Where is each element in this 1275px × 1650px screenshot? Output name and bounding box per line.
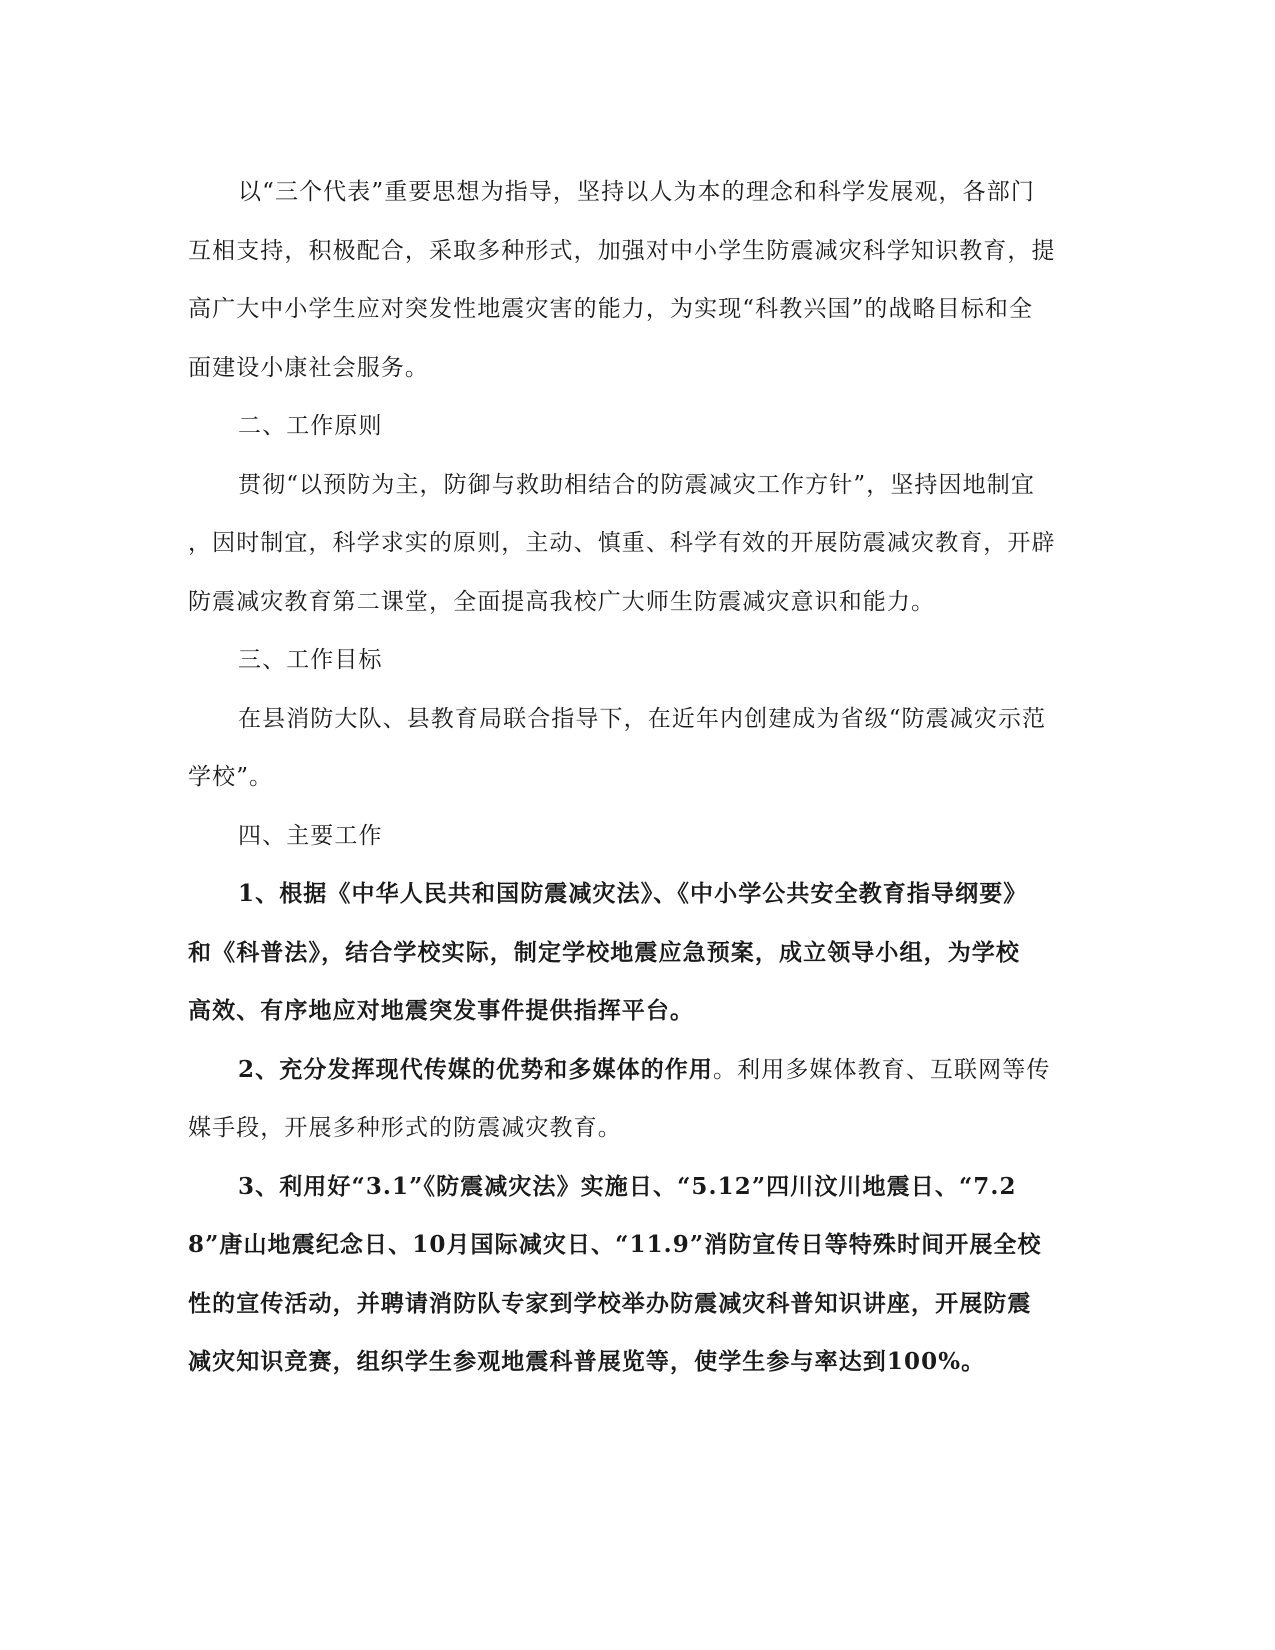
work-item-3-line-3: 性的宣传活动，并聘请消防队专家到学校举办防震减灾科普知识讲座，开展防震	[188, 1289, 1032, 1317]
paragraph-guiding-line-2: 互相支持，积极配合，采取多种形式，加强对中小学生防震减灾科学知识教育，提	[188, 237, 1056, 264]
work-item-2-line-1	[188, 1041, 1088, 1100]
paragraph-principles-line-2: ，因时制宜，科学求实的原则，主动、慎重、科学有效的开展防震减灾教育，开辟	[188, 530, 1056, 556]
paragraph-goals-line-1: 在县消防大队、县教育局联合指导下，在近年内创建成为省级“防震减灾示范	[238, 705, 1047, 732]
work-item-2-lead: 2、充分发挥现代传媒的优势和多媒体的作用	[238, 1055, 714, 1083]
paragraph-guiding-line-3: 高广大中小学生应对突发性地震灾害的能力，为实现“科教兴国”的战略目标和全	[188, 296, 1034, 322]
work-item-3-line-4: 减灾知识竞赛，组织学生参观地震科普展览等，使学生参与率达到100%。	[188, 1348, 986, 1375]
section-heading-main-work: 四、主要工作	[238, 822, 383, 849]
work-item-1-line-3: 高效、有序地应对地震突发事件提供指挥平台。	[188, 997, 695, 1024]
document-page	[188, 163, 1088, 1392]
work-item-2-line-2: 媒手段，开展多种形式的防震减灾教育。	[188, 1115, 622, 1141]
paragraph-guiding-line-4: 面建设小康社会服务。	[188, 354, 429, 381]
work-item-1-line-1: 1、根据《中华人民共和国防震减灾法》、《中小学公共安全教育指导纲要》	[238, 880, 1028, 907]
work-item-3-line-1: 3、利用好“3.1”《防震减灾法》实施日、“5.12”四川汶川地震日、“7.2	[238, 1172, 1017, 1200]
section-heading-goals: 三、工作目标	[238, 647, 383, 673]
work-item-3-line-2: 8”唐山地震纪念日、10月国际减灾日、“11.9”消防宣传日等特殊时间开展全校	[188, 1231, 1042, 1258]
paragraph-goals-line-2: 学校”。	[188, 764, 274, 790]
paragraph-principles-line-1: 贯彻“以预防为主，防御与救助相结合的防震减灾工作方针”，坚持因地制宜	[238, 471, 1035, 498]
section-heading-principles: 二、工作原则	[238, 413, 383, 439]
work-item-2-rest: 。利用多媒体教育、互联网等传	[713, 1056, 1051, 1083]
paragraph-guiding-line-1: 以“三个代表”重要思想为指导，坚持以人为本的理念和科学发展观，各部门	[238, 179, 1035, 205]
work-item-1-line-2: 和《科普法》，结合学校实际，制定学校地震应急预案，成立领导小组，为学校	[188, 938, 1020, 966]
paragraph-principles-line-3: 防震减灾教育第二课堂，全面提高我校广大师生防震减灾意识和能力。	[188, 588, 936, 615]
